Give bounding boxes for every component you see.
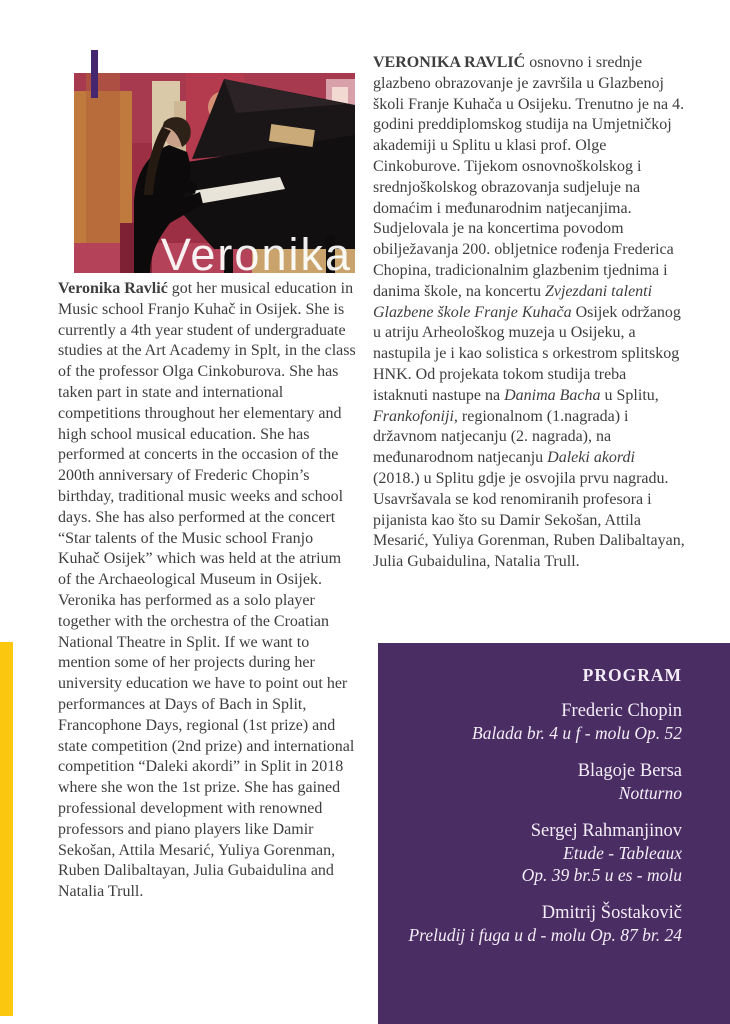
- program-item: [398, 902, 682, 946]
- text-segment: Osijek održanog u atriju Arheološkog muzeja u Osijeku, a nastupila je i kao solistica s orkestrom splitskog HNK. Od projekata tokom studija treba istaknuti nastupe na: [373, 303, 681, 404]
- text-segment: u Splitu,: [600, 386, 659, 404]
- text-segment: VERONIKA RAVLIĆ: [373, 54, 526, 71]
- text-segment: , regionalnom (1.nagrada) i državnom natjecanju (2. nagrada), na međunarodnom natjecanju: [373, 407, 629, 467]
- bio-croatian: [373, 53, 685, 573]
- piece-title: Notturno: [618, 783, 682, 803]
- composer-name: Frederic Chopin: [561, 701, 682, 721]
- text-segment: Danima Bacha: [504, 386, 601, 404]
- program-title: PROGRAM: [582, 665, 682, 685]
- program-item: [398, 700, 682, 744]
- composer-name: Sergej Rahmanjinov: [530, 821, 682, 841]
- text-segment: (2018.) u Splitu gdje je osvojila prvu nagradu. Usavršavala se kod renomiranih profesora i pijanista kao što su Damir Sekošan, Attila Mesarić, Yuliya Gorenman, Ruben Dalibaltayan, Julia Gubaidulina, Natalia Trull.: [373, 469, 685, 571]
- text-segment: Veronika Ravlić: [58, 280, 168, 297]
- program-items: [398, 700, 682, 946]
- piece-title: Etude - Tableaux: [563, 843, 682, 863]
- pianist-photo: [74, 73, 355, 273]
- text-segment: got her musical education in Music school Franjo Kuhač in Osijek. She is currently a 4th year student of undergraduate studies at the Art Academy in Splt, in the class of the professor Olga Cinkoburova. She has taken part in state and international competitions throughout her elementary and high school musical education. She has performed at concerts in the occasion of the 200th anniversary of Frederic Chopin’s birthday, traditional music weeks and school days. She has also performed at the concert “Star talents of the Music school Franjo Kuhač Osijek” which was held at the atrium of the Archaeological Museum in Osijek. Veronika has performed as a solo player together with the orchestra of the Croatian National Theatre in Split. If we want to mention some of her projects during her university education we have to point out her performances at Days of Bach in Split, Francophone Days, regional (1st prize) and state competition (2nd prize) and international competition “Daleki akordi” in Split in 2018 where she won the 1st prize. She has gained professional development with renowned professors and piano players like Damir Sekošan, Attila Mesarić, Yuliya Gorenman, Ruben Dalibaltayan, Julia Gubaidulina and Natalia Trull.: [58, 280, 356, 901]
- composer-name: Dmitrij Šostakovič: [541, 903, 682, 923]
- yellow-accent-bar: [0, 642, 13, 1016]
- purple-accent-bar: [91, 50, 98, 98]
- program-item: [398, 760, 682, 804]
- piece-title: Preludij i fuga u d - molu Op. 87 br. 24: [408, 925, 682, 945]
- piece-title: Op. 39 br.5 u es - molu: [521, 865, 682, 885]
- text-segment: osnovno i srednje glazbeno obrazovanje je završila u Glazbenoj školi Franje Kuhača u Osijeku. Trenutno je na 4. godini preddiplomskog studija na Umjetničkoj akademiji u Splitu u klasi prof. Olge Cinkoburove. Tijekom osnovnoškolskog i srednjoškolskog obrazovanja sudjeluje na domaćim i međunarodnim natjecanjima. Sudjelovala je na koncertima povodom obilježavanja 200. obljetnice rođenja Frederica Chopina, tradicionalnim glazbenim tjednima i danima škole, na koncertu: [373, 54, 685, 300]
- photo-overlay-name: Veronika: [160, 229, 352, 273]
- text-segment: Zvjezdani talenti Glazbene škole Franje Kuhača: [373, 282, 653, 321]
- program-box: [378, 643, 730, 1024]
- text-segment: Daleki akordi: [547, 449, 635, 467]
- composer-name: Blagoje Bersa: [577, 761, 682, 781]
- text-segment: Frankofoniji: [373, 407, 454, 425]
- bio-english: [58, 279, 358, 903]
- program-item: [398, 820, 682, 886]
- piece-title: Balada br. 4 u f - molu Op. 52: [472, 723, 682, 743]
